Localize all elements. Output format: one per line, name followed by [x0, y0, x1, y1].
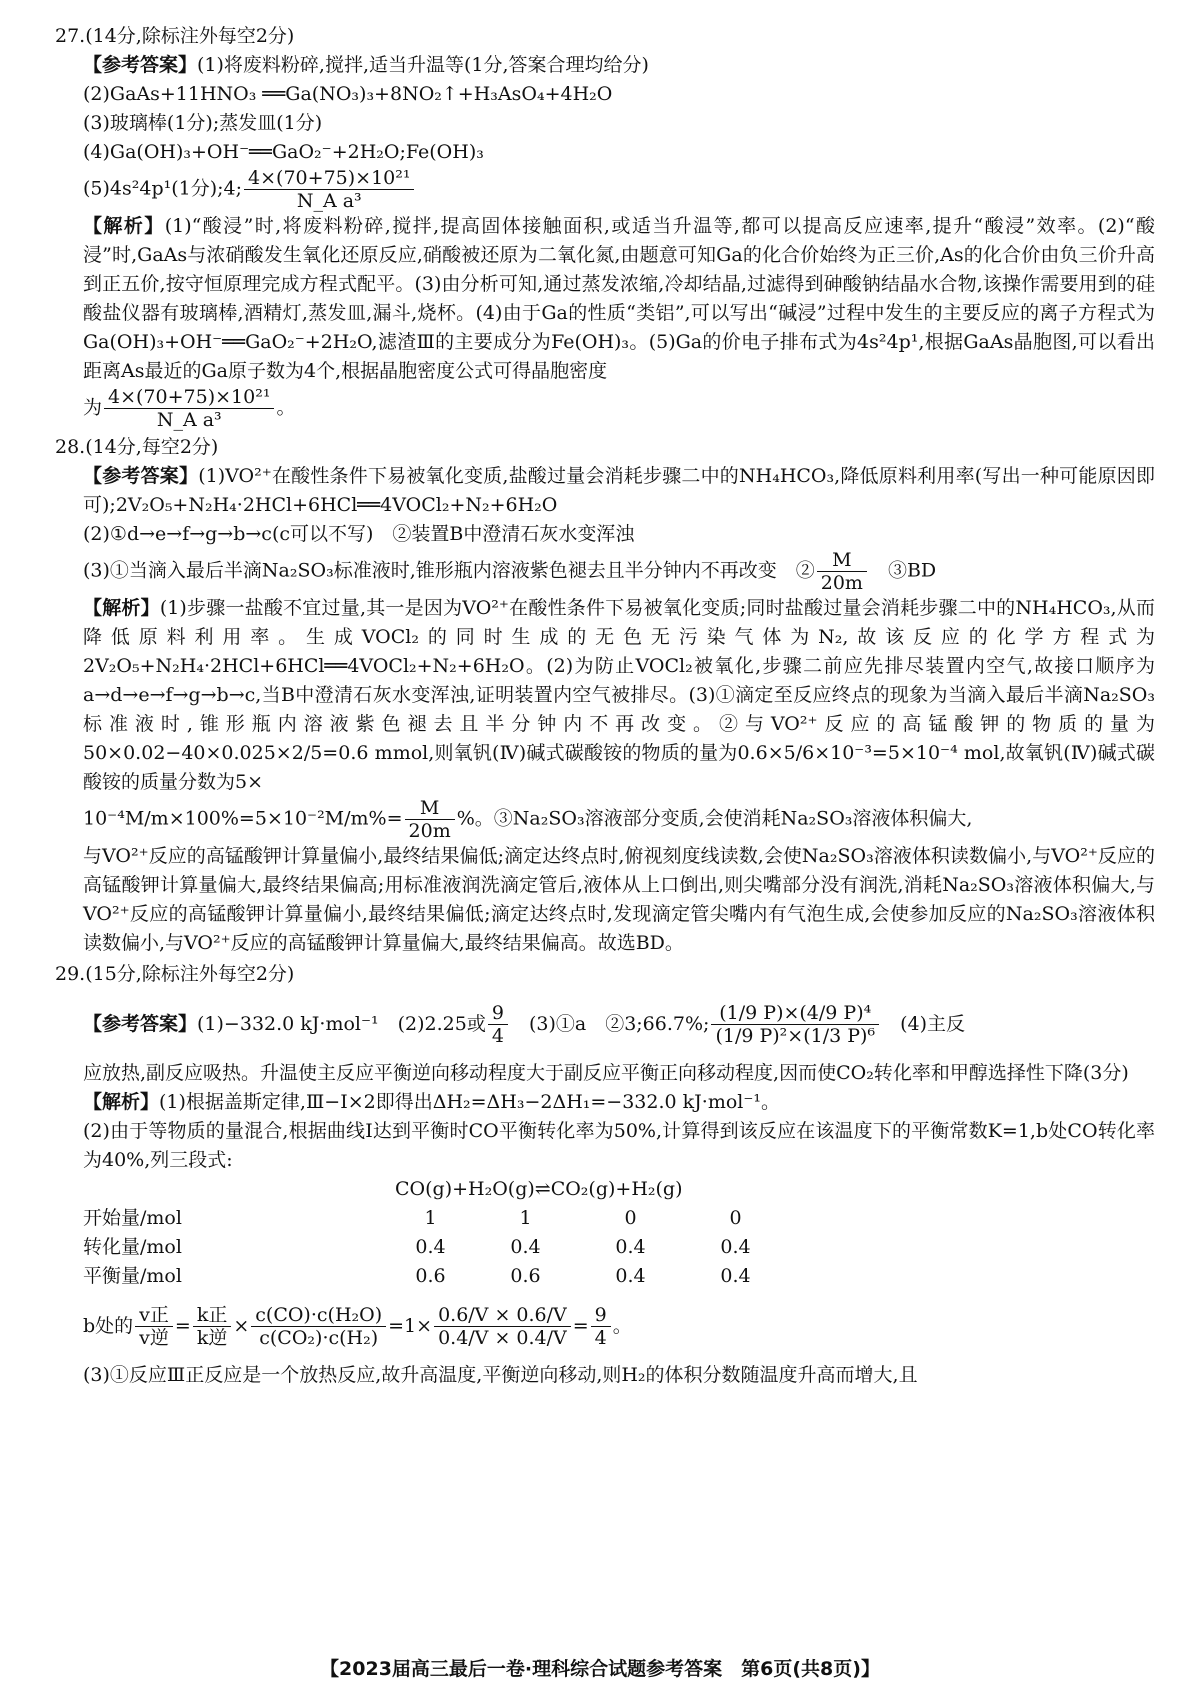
q28-analysis-fraction-denominator: 20m — [408, 820, 451, 842]
q29-equals-3: = — [572, 1314, 589, 1337]
q29-answer-fraction-2 — [711, 1002, 879, 1047]
q28-answer-3 — [55, 549, 1155, 594]
q28-analysis-1-text: (1)步骤一盐酸不宜过量,其一是因为VO²⁺在酸性条件下易被氧化变质;同时盐酸过量会消耗步骤二中的NH₄HCO₃,从而降低原料利用率。生成VOCl₂的同时生成的无色无污染气体为N₂,故该反应的化学方程式为2V₂O₅+N₂H₄·2HCl+6HCl══4VOCl₂+N₂+6H₂O。(2)为防止VOCl₂被氧化,步骤二前应先排尽装置内空气,故接口顺序为a→d→e→f→g→b→c,当B中澄清石灰水变浑浊,证明装置内空气被排尽。(3)①滴定至反应终点的现象为当滴入最后半滴Na₂SO₃标准液时,锥形瓶内溶液紫色褪去且半分钟内不再改变。②与VO²⁺反应的高锰酸钾的物质的量为50×0.02−40×0.025×2/5=0.6 mmol,则氧钒(Ⅳ)碱式碳酸铵的物质的量为0.6×5/6×10⁻³=5×10⁻⁴ mol,故氧钒(Ⅳ)碱式碳酸铵的质量分数为5× — [83, 597, 1155, 793]
q29-answer-fraction-1 — [488, 1002, 508, 1047]
q28-answer-1 — [55, 462, 1155, 520]
table-cell: 0 — [624, 1207, 637, 1229]
q27-answer-tag: 【参考答案】 — [83, 54, 198, 76]
q29-result-denominator: 4 — [594, 1326, 607, 1349]
q27-answer-5-text: (5)4s²4p¹(1分);4; — [83, 177, 243, 200]
q29-fraction-2-denominator: (1/9 P)²×(1/3 P)⁶ — [715, 1024, 876, 1047]
question-27 — [55, 22, 1155, 431]
q27-analysis-end-pre: 为 — [83, 396, 103, 419]
q29-result-numerator: 9 — [591, 1304, 611, 1327]
q29-k-numerator: k正 — [193, 1304, 232, 1327]
q29-fraction-1-numerator: 9 — [488, 1002, 508, 1025]
q27-density-fraction — [244, 167, 414, 212]
q29-answer-mid: (3)①a ②3;66.7%; — [509, 1012, 710, 1035]
table-cell: 0.4 — [510, 1236, 541, 1258]
table-cell: 1 — [519, 1207, 532, 1229]
q29-k-denominator: k逆 — [196, 1326, 228, 1349]
q28-answer-1-text: (1)VO²⁺在酸性条件下易被氧化变质,盐酸过量会消耗步骤二中的NH₄HCO₃,降低原料利用率(写出一种可能原因即可);2V₂O₅+N₂H₄·2HCl+6HCl══4VOCl₂+N₂+6H₂O — [83, 465, 1155, 516]
table-cell: 0.4 — [615, 1265, 646, 1287]
q28-answer-fraction-denominator: 20m — [820, 572, 863, 594]
q29-rate-ratio-line — [55, 1291, 1155, 1361]
table-cell: 0.4 — [720, 1236, 751, 1258]
three-stage-table — [55, 1204, 1155, 1291]
q27-header: 27.(14分,除标注外每空2分) — [55, 25, 295, 47]
q29-k-fraction — [193, 1304, 232, 1349]
q28-analysis-fraction — [405, 797, 455, 842]
q27-analysis-end — [55, 386, 1155, 431]
q28-answer-3-tail: ③BD — [868, 559, 937, 582]
q27-analysis-fraction — [104, 386, 274, 431]
q28-answer-2: (2)①d→e→f→g→b→c(c可以不写) ②装置B中澄清石灰水变浑浊 — [83, 523, 635, 545]
q29-fraction-2-numerator: (1/9 P)×(4/9 P)⁴ — [711, 1002, 879, 1025]
table-cell: 0 — [729, 1207, 742, 1229]
q29-analysis-1-text: (1)根据盖斯定律,Ⅲ−Ⅰ×2即得出ΔH₂=ΔH₃−2ΔH₁=−332.0 kJ·mol⁻¹。 — [159, 1091, 780, 1113]
q28-analysis-1 — [55, 594, 1155, 797]
q29-rate-numerator: v正 — [135, 1304, 173, 1327]
q28-answer-3-text: (3)①当滴入最后半滴Na₂SO₃标准液时,锥形瓶内溶液紫色褪去且半分钟内不再改变 ② — [83, 559, 815, 582]
table-cell: 1 — [424, 1207, 437, 1229]
q27-analysis-fraction-numerator: 4×(70+75)×10²¹ — [104, 386, 274, 409]
q27-analysis-tag: 【解析】 — [83, 215, 165, 237]
q29-reaction-equation: CO(g)+H₂O(g)⇌CO₂(g)+H₂(g) — [395, 1178, 683, 1200]
q28-header: 28.(14分,每空2分) — [55, 436, 219, 458]
table-cell: 0.6 — [415, 1265, 446, 1287]
q29-equals-1: = — [174, 1314, 191, 1337]
q29-answer-tag: 【参考答案】 — [83, 1012, 198, 1035]
q29-answer-text: (1)−332.0 kJ·mol⁻¹ (2)2.25或 — [197, 1012, 486, 1035]
page-footer: 【2023届高三最后一卷·理科综合试题参考答案 第6页(共8页)】 — [320, 1658, 880, 1680]
q29-fraction-1-denominator: 4 — [491, 1024, 504, 1047]
q27-answer-4: (4)Ga(OH)₃+OH⁻══GaO₂⁻+2H₂O;Fe(OH)₃ — [83, 141, 484, 163]
q27-analysis-fraction-denominator: N_A a³ — [156, 409, 222, 431]
q29-rate-fraction — [135, 1304, 173, 1349]
table-row-label: 平衡量/mol — [83, 1265, 182, 1287]
q29-value-denominator: 0.4/V × 0.4/V — [438, 1326, 567, 1349]
q27-fraction-denominator: N_A a³ — [296, 190, 362, 212]
question-29 — [55, 960, 1155, 1390]
q28-analysis-tag: 【解析】 — [83, 597, 160, 619]
q28-answer-tag: 【参考答案】 — [83, 465, 199, 487]
q29-analysis-tag: 【解析】 — [83, 1091, 160, 1113]
q29-conc-numerator: c(CO)·c(H₂O) — [251, 1304, 386, 1327]
q27-analysis-text: (1)“酸浸”时,将废料粉碎,搅拌,提高固体接触面积,或适当升温等,都可以提高反应速率,提升“酸浸”效率。(2)“酸浸”时,GaAs与浓硝酸发生氧化还原反应,硝酸被还原为二氧化氮,由题意可知Ga的化合价始终为正三价,As的化合价由负三价升高到正五价,按守恒原理完成方程式配平。(3)由分析可知,通过蒸发浓缩,冷却结晶,过滤得到砷酸钠结晶水合物,该操作需要用到的硅酸盐仪器有玻璃棒,酒精灯,蒸发皿,漏斗,烧杯。(4)由于Ga的性质“类铝”,可以写出“碱浸”过程中发生的主要反应的离子方程式为Ga(OH)₃+OH⁻══GaO₂⁻+2H₂O,滤渣Ⅲ的主要成分为Fe(OH)₃。(5)Ga的价电子排布式为4s²4p¹,根据GaAs晶胞图,可以看出距离As最近的Ga原子数为4个,根据晶胞密度公式可得晶胞密度 — [83, 215, 1155, 382]
q28-analysis-3: 与VO²⁺反应的高锰酸钾计算量偏小,最终结果偏低;滴定达终点时,俯视刻度线读数,会使Na₂SO₃溶液体积读数偏小,与VO²⁺反应的高锰酸钾计算量偏大,最终结果偏高;用标准液润洗滴定管后,液体从上口倒出,则尖嘴部分没有润洗,消耗Na₂SO₃溶液体积偏大,与VO²⁺反应的高锰酸钾计算量偏小,最终结果偏低;滴定达终点时,发现滴定管尖嘴内有气泡生成,会使参加反应的Na₂SO₃溶液体积读数偏小,与VO²⁺反应的高锰酸钾计算量偏大,最终结果偏高。故选BD。 — [83, 845, 1155, 954]
q27-answer-5 — [55, 167, 1155, 212]
question-28 — [55, 433, 1155, 958]
q29-answer-line — [55, 989, 1155, 1059]
q28-analysis-2-tail: %。③Na₂SO₃溶液部分变质,会使消耗Na₂SO₃溶液体积偏大, — [456, 807, 973, 830]
q29-rate-denominator: v逆 — [139, 1326, 169, 1349]
q29-equals-2: =1× — [388, 1314, 433, 1337]
q28-analysis-fraction-numerator: M — [405, 797, 455, 820]
table-cell: 0.6 — [510, 1265, 541, 1287]
q29-header: 29.(15分,除标注外每空2分) — [55, 963, 295, 985]
content-area — [55, 20, 1155, 1390]
q27-analysis-end-post: 。 — [276, 396, 296, 419]
q29-answer-continued: 应放热,副反应吸热。升温使主反应平衡逆向移动程度大于副反应平衡正向移动程度,因而使CO₂转化率和甲醇选择性下降(3分) — [83, 1062, 1129, 1084]
q29-conc-denominator: c(CO₂)·c(H₂) — [259, 1326, 379, 1349]
q27-answer-1 — [55, 51, 1155, 80]
table-cell: 0.4 — [720, 1265, 751, 1287]
q29-period: 。 — [612, 1314, 632, 1337]
q27-analysis — [55, 212, 1155, 386]
q29-answer-tail: (4)主反 — [881, 1012, 965, 1035]
q29-value-fraction — [434, 1304, 571, 1349]
q29-times: × — [233, 1314, 250, 1337]
q29-analysis-3: (3)①反应Ⅲ正反应是一个放热反应,故升高温度,平衡逆向移动,则H₂的体积分数随温度升高而增大,且 — [83, 1364, 918, 1386]
q29-conc-fraction — [251, 1304, 386, 1349]
table-cell: 0.4 — [615, 1236, 646, 1258]
q28-answer-fraction — [817, 549, 867, 594]
q29-analysis-1 — [55, 1088, 1155, 1117]
q29-result-fraction — [591, 1304, 611, 1349]
table-row-label: 开始量/mol — [83, 1207, 182, 1229]
q27-answer-3: (3)玻璃棒(1分);蒸发皿(1分) — [83, 112, 323, 134]
q29-value-numerator: 0.6/V × 0.6/V — [434, 1304, 571, 1327]
q28-answer-fraction-numerator: M — [817, 549, 867, 572]
table-cell: 0.4 — [415, 1236, 446, 1258]
q29-b-label: b处的 — [83, 1314, 134, 1337]
q27-answer-2: (2)GaAs+11HNO₃ ══Ga(NO₃)₃+8NO₂↑+H₃AsO₄+4H₂O — [83, 83, 613, 105]
q27-answer-1-text: (1)将废料粉碎,搅拌,适当升温等(1分,答案合理均给分) — [197, 54, 649, 76]
q28-analysis-2-text: 10⁻⁴M/m×100%=5×10⁻²M/m%= — [83, 807, 403, 830]
q27-fraction-numerator: 4×(70+75)×10²¹ — [244, 167, 414, 190]
q29-analysis-2: (2)由于等物质的量混合,根据曲线Ⅰ达到平衡时CO平衡转化率为50%,计算得到该反应在该温度下的平衡常数K=1,b处CO转化率为40%,列三段式: — [83, 1120, 1155, 1171]
q28-analysis-2 — [55, 797, 1155, 842]
table-row-label: 转化量/mol — [83, 1236, 182, 1258]
